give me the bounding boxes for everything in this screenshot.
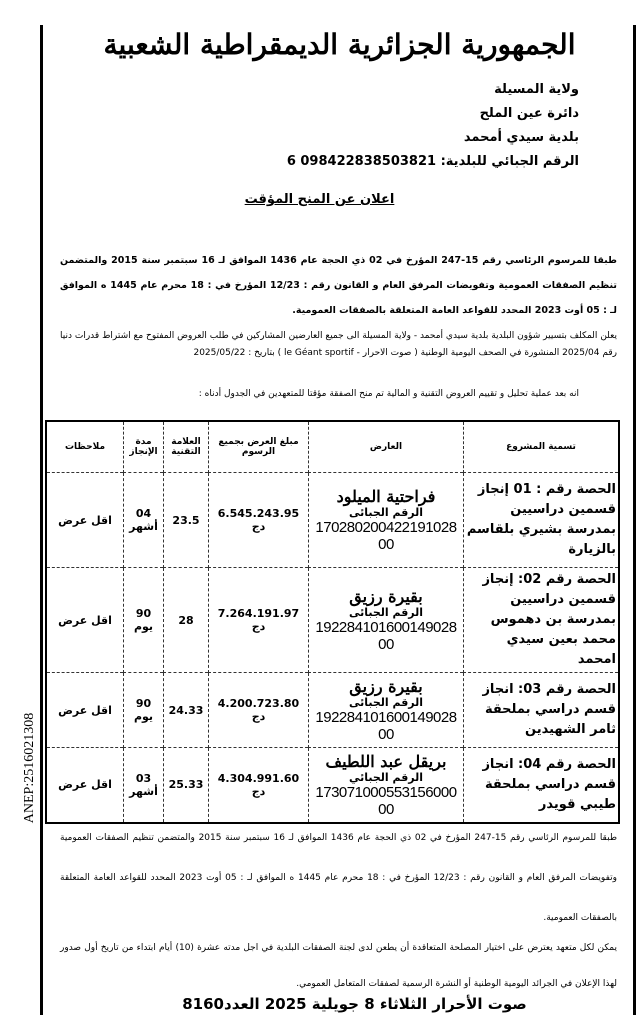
commune: بلدية سيدي أمحمد [463, 130, 579, 145]
table-row [46, 673, 619, 748]
outro-paragraph-2: يمكن لكل متعهد يعترض على اختيار المصلحة المتعاقدة أن يطعن لدى لجنة الصفقات البلدية في اجل مدته عشرة (10) أيام ابتداء من تاريخ أول صدور لهذا الإعلان في الجرائد اليومية الوطنية أو النشرة الرسمية لصفقات المتعامل العمومي. [60, 943, 617, 989]
duration: 04 أشهر [124, 473, 164, 568]
duration: 90 يوم [124, 673, 164, 748]
table-row [46, 473, 619, 568]
bidder-cell [309, 748, 464, 823]
wilaya: ولاية المسيلة [494, 82, 579, 97]
award-table [45, 420, 620, 824]
newspaper-footer: صوت الأحرار الثلاثاء 8 جويلية 2025 العدد8160 [182, 995, 527, 1013]
issuer-block [287, 78, 579, 174]
col-project: تسمية المشروع [464, 421, 620, 473]
offer-amount: 4.200.723.80 دج [209, 673, 309, 748]
intro-paragraph-3: انه بعد عملية تحليل و تقييم العروض التقنية و المالية تم منح الصفقة مؤقتا للمتعهدين في الجدول أدناه : [198, 389, 579, 399]
tax-id: الرقم الجبائي للبلدية: 098422838503821 6 [286, 154, 579, 169]
intro-paragraph-1: طبقا للمرسوم الرئاسي رقم 15-247 المؤرخ في 02 ذي الحجة عام 1436 الموافق لـ 16 سبتمبر سنة 2015 والمتضمن تنظيم الصفقات العمومية وتفويضات المرفق العام و القانون رقم : 12/23 المؤرخ في : 18 محرم عام 1445 ه الموافق لـ : 05 أوت 2023 المحدد للقواعد العامة المتعلقة بالصفقات العمومية. [60, 255, 617, 316]
project-name: الحصة رقم 02: إنجاز قسمين دراسيين بمدرسة بن دهموس محمد بعين سيدي امحمد [464, 568, 620, 673]
notice-heading: اعلان عن المنح المؤقت [244, 192, 395, 207]
bidder-tax-id: 192284101600149028 00 [315, 709, 457, 743]
bidder-name: بريقل عبد اللطيف [325, 751, 447, 771]
intro-paragraph-2: يعلن المكلف بتسيير شؤون البلدية بلدية سيدي أمحمد - ولاية المسيلة الى جميع العارضين المشاركين في طلب العروض المفتوح مع اشتراط قدرات دنيا رقم 2025/04 المنشورة في الصحف اليومية الوطنية ( صوت الاحرار - le Géant sportif ) بتاريخ : 2025/05/22 [60, 331, 617, 358]
remarks: اقل عرض [46, 748, 124, 823]
technical-score: 25.33 [164, 748, 209, 823]
remarks: اقل عرض [46, 673, 124, 748]
col-bidder: العارض [309, 421, 464, 473]
tax-label: الرقم الجبائي [348, 770, 424, 784]
project-name: الحصة رقم 04: انجاز قسم دراسي بملحقة طيبي قويدر [464, 748, 620, 823]
republic-title: الجمهورية الجزائرية الديمقراطية الشعبية [103, 28, 576, 61]
technical-score: 23.5 [164, 473, 209, 568]
project-name: الحصة رقم : 01 إنجاز قسمين دراسيين بمدرسة بشيري بلقاسم بالزيارة [464, 473, 620, 568]
anep-reference: ANEP:2516021308 [22, 712, 37, 824]
daira: دائرة عين الملح [479, 106, 579, 121]
col-remarks: ملاحظات [46, 421, 124, 473]
project-name: الحصة رقم 03: انجاز قسم دراسي بملحقة ثامر الشهيدين [464, 673, 620, 748]
bidder-name: فراحتية الميلود [336, 487, 436, 506]
offer-amount: 7.264.191.97 دج [209, 568, 309, 673]
remarks: اقل عرض [46, 473, 124, 568]
technical-score: 28 [164, 568, 209, 673]
remarks: اقل عرض [46, 568, 124, 673]
bidder-name: بقيرة رزيق [349, 587, 423, 606]
col-amount: مبلغ العرض بجميع الرسوم [209, 421, 309, 473]
bidder-name: بقيرة رزيق [349, 677, 423, 696]
col-score: العلامة التقنية [164, 421, 209, 473]
bidder-cell [309, 568, 464, 673]
technical-score: 24.33 [164, 673, 209, 748]
bidder-cell [309, 473, 464, 568]
duration: 90 يوم [124, 568, 164, 673]
duration: 03 أشهر [124, 748, 164, 823]
tax-label: الرقم الجبائى [348, 606, 424, 619]
table-header-row [46, 421, 619, 473]
offer-amount: 4.304.991.60 دج [209, 748, 309, 823]
tax-label: الرقم الجبائى [348, 506, 424, 519]
bidder-tax-id: 192284101600149028 00 [315, 619, 457, 653]
tax-label: الرقم الجبائى [348, 696, 424, 709]
bidder-cell [309, 673, 464, 748]
offer-amount: 6.545.243.95 دج [209, 473, 309, 568]
col-duration: مدة الإنجاز [124, 421, 164, 473]
outro-paragraph-1: طبقا للمرسوم الرئاسي رقم 15-247 المؤرخ في 02 ذي الحجة عام 1436 الموافق لـ 16 سبتمبر سنة 2015 والمتضمن تنظيم الصفقات العمومية وتفويضات المرفق العام و القانون رقم : 12/23 المؤرخ في : 18 محرم عام 1445 ه الموافق لـ : 05 أوت 2023 المحدد للقواعد العامة المتعلقة بالصفقات العمومية. [60, 833, 617, 923]
bidder-tax-id: 173071000553156000 00 [315, 783, 457, 818]
bidder-tax-id: 170280200422191028 00 [315, 519, 457, 553]
table-row [46, 568, 619, 673]
table-row [46, 748, 619, 823]
